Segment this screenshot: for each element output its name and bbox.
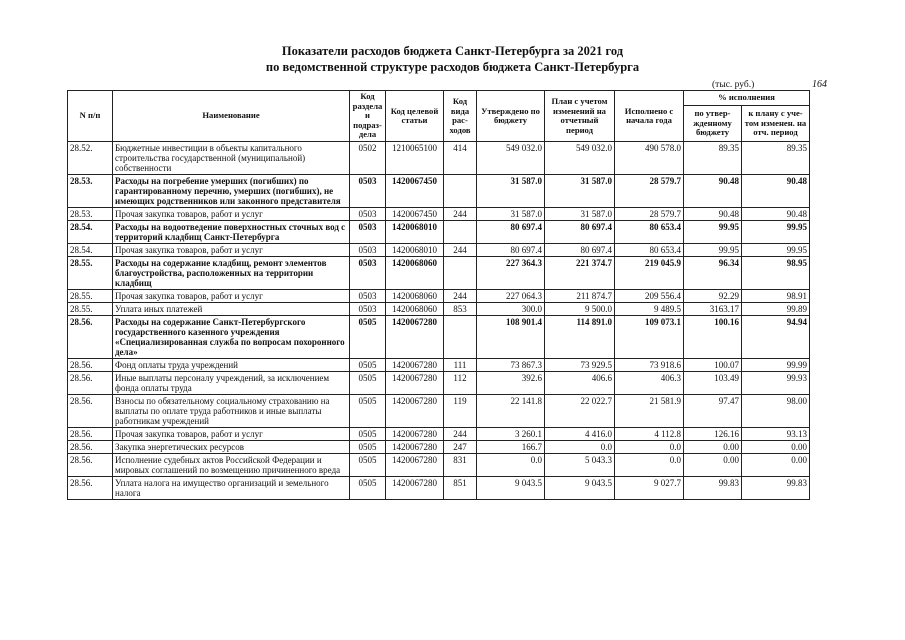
row-target: 1420067450 <box>386 175 444 208</box>
table-row <box>68 359 810 372</box>
row-type: 831 <box>444 454 477 477</box>
row-plan: 9 500.0 <box>545 303 615 316</box>
row-executed: 28 579.7 <box>615 208 684 221</box>
row-num: 28.53. <box>68 175 113 208</box>
row-approved: 227 364.3 <box>477 257 545 290</box>
row-target: 1420068010 <box>386 244 444 257</box>
row-plan: 406.6 <box>545 372 615 395</box>
row-approved: 80 697.4 <box>477 221 545 244</box>
row-plan: 80 697.4 <box>545 221 615 244</box>
table-row <box>68 454 810 477</box>
row-target: 1420067280 <box>386 395 444 428</box>
row-plan: 4 416.0 <box>545 428 615 441</box>
row-type <box>444 257 477 290</box>
row-name: Взносы по обязательному социальному страхованию на выплаты по оплате труда работников и иные выплаты работникам учреждений <box>113 395 350 428</box>
row-type: 414 <box>444 142 477 175</box>
row-pct-approved: 100.16 <box>684 316 742 359</box>
row-num: 28.56. <box>68 441 113 454</box>
row-type: 851 <box>444 477 477 500</box>
row-type <box>444 221 477 244</box>
row-section: 0503 <box>350 175 386 208</box>
row-executed: 21 581.9 <box>615 395 684 428</box>
table-row <box>68 303 810 316</box>
row-section: 0503 <box>350 290 386 303</box>
row-pct-approved: 99.95 <box>684 244 742 257</box>
row-approved: 9 043.5 <box>477 477 545 500</box>
row-name: Расходы на погребение умерших (погибших) по гарантированному перечню, умерших (погибших), не имеющих родственников или законного представителя <box>113 175 350 208</box>
row-pct-plan: 99.89 <box>742 303 810 316</box>
row-pct-plan: 98.95 <box>742 257 810 290</box>
report-title-line1: Показатели расходов бюджета Санкт-Петербурга за 2021 год <box>281 44 624 58</box>
row-executed: 219 045.9 <box>615 257 684 290</box>
row-name: Расходы на содержание кладбищ, ремонт элементов благоустройства, расположенных на территории кладбищ <box>113 257 350 290</box>
row-pct-approved: 97.47 <box>684 395 742 428</box>
table-row <box>68 428 810 441</box>
row-name: Прочая закупка товаров, работ и услуг <box>113 208 350 221</box>
row-pct-plan: 98.00 <box>742 395 810 428</box>
header-target: Код целевой статьи <box>386 91 444 142</box>
row-pct-approved: 90.48 <box>684 208 742 221</box>
row-target: 1420068060 <box>386 290 444 303</box>
row-pct-approved: 92.29 <box>684 290 742 303</box>
row-num: 28.56. <box>68 477 113 500</box>
row-section: 0503 <box>350 244 386 257</box>
row-approved: 31 587.0 <box>477 175 545 208</box>
row-plan: 211 874.7 <box>545 290 615 303</box>
row-pct-approved: 99.83 <box>684 477 742 500</box>
row-num: 28.56. <box>68 316 113 359</box>
row-target: 1420067280 <box>386 316 444 359</box>
row-executed: 0.0 <box>615 441 684 454</box>
header-type: Код вида рас-ходов <box>444 91 477 142</box>
row-pct-plan: 90.48 <box>742 175 810 208</box>
units-label: (тыс. руб.) <box>712 80 755 90</box>
row-name: Расходы на водоотведение поверхностных сточных вод с территорий кладбищ Санкт-Петербурга <box>113 221 350 244</box>
table-row <box>68 316 810 359</box>
row-approved: 549 032.0 <box>477 142 545 175</box>
row-target: 1420067280 <box>386 359 444 372</box>
table-row <box>68 441 810 454</box>
row-pct-approved: 89.35 <box>684 142 742 175</box>
row-num: 28.52. <box>68 142 113 175</box>
table-row <box>68 477 810 500</box>
row-target: 1420068060 <box>386 257 444 290</box>
table-row <box>68 175 810 208</box>
row-type <box>444 316 477 359</box>
row-section: 0505 <box>350 372 386 395</box>
row-executed: 209 556.4 <box>615 290 684 303</box>
row-pct-approved: 100.07 <box>684 359 742 372</box>
row-name: Прочая закупка товаров, работ и услуг <box>113 244 350 257</box>
row-type <box>444 175 477 208</box>
row-approved: 227 064.3 <box>477 290 545 303</box>
row-type: 111 <box>444 359 477 372</box>
page-number: 164 <box>812 79 827 90</box>
row-num: 28.56. <box>68 428 113 441</box>
table-body <box>68 142 810 500</box>
row-pct-approved: 99.95 <box>684 221 742 244</box>
row-num: 28.56. <box>68 372 113 395</box>
row-executed: 80 653.4 <box>615 244 684 257</box>
row-pct-approved: 0.00 <box>684 454 742 477</box>
row-name: Фонд оплаты труда учреждений <box>113 359 350 372</box>
row-name: Бюджетные инвестиции в объекты капитального строительства государственной (муниципальной) собственности <box>113 142 350 175</box>
row-plan: 549 032.0 <box>545 142 615 175</box>
row-type: 853 <box>444 303 477 316</box>
row-pct-plan: 94.94 <box>742 316 810 359</box>
row-section: 0505 <box>350 316 386 359</box>
row-num: 28.53. <box>68 208 113 221</box>
row-approved: 300.0 <box>477 303 545 316</box>
row-section: 0502 <box>350 142 386 175</box>
row-pct-plan: 0.00 <box>742 454 810 477</box>
table-row <box>68 290 810 303</box>
row-executed: 9 489.5 <box>615 303 684 316</box>
row-name: Иные выплаты персоналу учреждений, за исключением фонда оплаты труда <box>113 372 350 395</box>
table-row <box>68 221 810 244</box>
row-section: 0503 <box>350 257 386 290</box>
row-num: 28.56. <box>68 395 113 428</box>
row-name: Прочая закупка товаров, работ и услуг <box>113 290 350 303</box>
row-executed: 73 918.6 <box>615 359 684 372</box>
row-target: 1420067280 <box>386 454 444 477</box>
row-plan: 221 374.7 <box>545 257 615 290</box>
header-percent-group: % исполнения <box>684 91 810 106</box>
row-executed: 490 578.0 <box>615 142 684 175</box>
row-target: 1420067280 <box>386 477 444 500</box>
row-type: 244 <box>444 244 477 257</box>
row-type: 119 <box>444 395 477 428</box>
row-section: 0505 <box>350 477 386 500</box>
table-row <box>68 208 810 221</box>
row-plan: 22 022.7 <box>545 395 615 428</box>
header-pct-plan: к плану с уче-том изменен. на отч. период <box>742 106 810 142</box>
table-row <box>68 142 810 175</box>
row-plan: 31 587.0 <box>545 175 615 208</box>
row-type: 244 <box>444 208 477 221</box>
row-pct-plan: 98.91 <box>742 290 810 303</box>
row-target: 1420067280 <box>386 441 444 454</box>
row-plan: 0.0 <box>545 441 615 454</box>
row-approved: 80 697.4 <box>477 244 545 257</box>
table-row <box>68 257 810 290</box>
row-pct-plan: 99.95 <box>742 244 810 257</box>
table-row <box>68 372 810 395</box>
row-section: 0505 <box>350 395 386 428</box>
row-plan: 9 043.5 <box>545 477 615 500</box>
row-pct-approved: 3163.17 <box>684 303 742 316</box>
row-section: 0505 <box>350 428 386 441</box>
row-approved: 392.6 <box>477 372 545 395</box>
header-plan: План с учетом изменений на отчетный период <box>545 91 615 142</box>
row-num: 28.55. <box>68 257 113 290</box>
row-pct-plan: 99.99 <box>742 359 810 372</box>
row-section: 0505 <box>350 454 386 477</box>
row-num: 28.55. <box>68 303 113 316</box>
row-num: 28.56. <box>68 359 113 372</box>
row-target: 1210065100 <box>386 142 444 175</box>
header-executed: Исполнено с начала года <box>615 91 684 142</box>
header-approved: Утверждено по бюджету <box>477 91 545 142</box>
row-plan: 73 929.5 <box>545 359 615 372</box>
row-section: 0503 <box>350 303 386 316</box>
header-name: Наименование <box>113 91 350 142</box>
row-executed: 406.3 <box>615 372 684 395</box>
row-pct-approved: 103.49 <box>684 372 742 395</box>
row-name: Закупка энергетических ресурсов <box>113 441 350 454</box>
row-plan: 80 697.4 <box>545 244 615 257</box>
row-name: Исполнение судебных актов Российской Федерации и мировых соглашений по возмещению причиненного вреда <box>113 454 350 477</box>
header-pct-approved: по утвер-жденному бюджету <box>684 106 742 142</box>
row-executed: 109 073.1 <box>615 316 684 359</box>
report-title-line2: по ведомственной структуре расходов бюджета Санкт-Петербурга <box>265 60 640 74</box>
row-pct-plan: 99.83 <box>742 477 810 500</box>
row-pct-plan: 0.00 <box>742 441 810 454</box>
row-approved: 22 141.8 <box>477 395 545 428</box>
row-pct-plan: 93.13 <box>742 428 810 441</box>
row-section: 0503 <box>350 221 386 244</box>
row-pct-plan: 89.35 <box>742 142 810 175</box>
row-pct-approved: 96.34 <box>684 257 742 290</box>
header-section: Код раздела и подраз-дела <box>350 91 386 142</box>
row-type: 244 <box>444 290 477 303</box>
row-pct-approved: 90.48 <box>684 175 742 208</box>
row-num: 28.56. <box>68 454 113 477</box>
row-name: Расходы на содержание Санкт-Петербургского государственного казенного учреждения «Специализированная служба по вопросам похоронного дела» <box>113 316 350 359</box>
row-num: 28.54. <box>68 221 113 244</box>
row-type: 112 <box>444 372 477 395</box>
row-type: 244 <box>444 428 477 441</box>
row-pct-approved: 126.16 <box>684 428 742 441</box>
row-target: 1420067450 <box>386 208 444 221</box>
row-target: 1420067280 <box>386 428 444 441</box>
row-pct-plan: 90.48 <box>742 208 810 221</box>
row-executed: 80 653.4 <box>615 221 684 244</box>
row-name: Уплата иных платежей <box>113 303 350 316</box>
header-num: N п/п <box>68 91 113 142</box>
row-target: 1420068010 <box>386 221 444 244</box>
row-num: 28.55. <box>68 290 113 303</box>
row-plan: 114 891.0 <box>545 316 615 359</box>
row-num: 28.54. <box>68 244 113 257</box>
row-executed: 0.0 <box>615 454 684 477</box>
row-name: Уплата налога на имущество организаций и земельного налога <box>113 477 350 500</box>
row-executed: 4 112.8 <box>615 428 684 441</box>
row-approved: 73 867.3 <box>477 359 545 372</box>
row-section: 0505 <box>350 359 386 372</box>
row-section: 0505 <box>350 441 386 454</box>
row-pct-plan: 99.93 <box>742 372 810 395</box>
row-approved: 166.7 <box>477 441 545 454</box>
row-pct-approved: 0.00 <box>684 441 742 454</box>
row-name: Прочая закупка товаров, работ и услуг <box>113 428 350 441</box>
row-plan: 31 587.0 <box>545 208 615 221</box>
row-target: 1420067280 <box>386 372 444 395</box>
table-row <box>68 395 810 428</box>
row-type: 247 <box>444 441 477 454</box>
row-section: 0503 <box>350 208 386 221</box>
row-approved: 108 901.4 <box>477 316 545 359</box>
row-target: 1420068060 <box>386 303 444 316</box>
expenses-table <box>67 90 810 500</box>
row-approved: 3 260.1 <box>477 428 545 441</box>
row-executed: 9 027.7 <box>615 477 684 500</box>
row-approved: 31 587.0 <box>477 208 545 221</box>
row-executed: 28 579.7 <box>615 175 684 208</box>
row-approved: 0.0 <box>477 454 545 477</box>
row-pct-plan: 99.95 <box>742 221 810 244</box>
row-plan: 5 043.3 <box>545 454 615 477</box>
table-row <box>68 244 810 257</box>
